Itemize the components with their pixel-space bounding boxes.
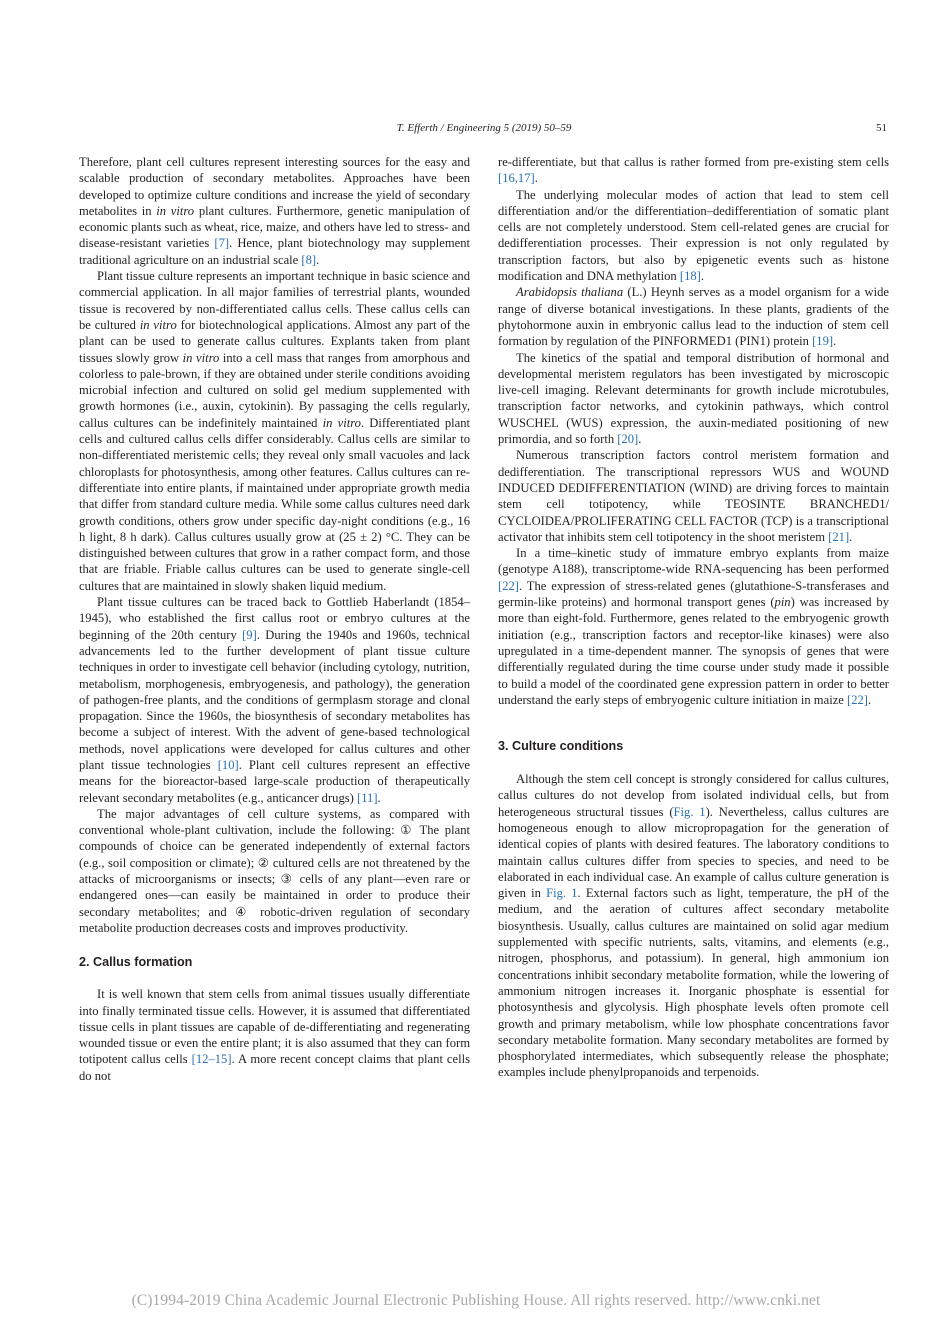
paragraph: Plant tissue cultures can be traced back to Gottlieb Haberlandt (1854–1945), who established the first callus root or embryo cultures at the beginning of the 20th century [9]. During the 1940s and 1960s, technical advancements led to the further development of plant tissue culture techniques in order to investigate cell behavior (including cytology, nutrition, metabolism, morphogenesis, embryogenesis, and pathology), the generation of pathogen-free plants, and the conditions of germplasm storage and clonal propagation. Since the 1960s, the biosynthesis of secondary metabolites has become a subject of interest. With the advent of gene-based technological methods, novel applications were developed for callus cultures and other plant tissue technologies [10]. Plant cell cultures represent an effective means for the bioreactor-based large-scale production of therapeutically relevant secondary metabolites (e.g., anticancer drugs) [11]. — [79, 595, 471, 805]
paragraph: Arabidopsis thaliana (L.) Heynh serves as a model organism for a wide range of diverse botanical investigations. In these plants, gradients of the phytohormone auxin in embryonic callus lead to the induction of stem cell formation by regulation of the PINFORMED1 (PIN1) protein [19]. — [498, 285, 889, 349]
paragraph: The underlying molecular modes of action that lead to stem cell differentiation and/or the differentiation–dedifferentiation of somatic plant cells are not completely understood. Stem cell-related genes are crucial for dedifferentiation processes. Their expression is not only regulated by transcription factors, but also by epigenetic events such as histone modification and DNA methylation [18]. — [498, 187, 889, 284]
section-heading: 3. Culture conditions — [498, 739, 624, 754]
citation-link[interactable]: [16,17] — [498, 171, 535, 186]
paragraph: It is well known that stem cells from animal tissues usually differentiate into finally terminated tissue cells. However, it is assumed that differentiated tissue cells in plant tissues are capable of de-differentiating and regenerating wounded tissue or even the entire plant; it is also assumed that they can form totipotent callus cells [12–15]. A more recent concept claims that plant cells do not — [79, 987, 470, 1083]
citation-link[interactable]: [22] — [498, 578, 519, 593]
paragraph: The kinetics of the spatial and temporal distribution of hormonal and developmental meristem regulators has been investigated by microscopic live-cell imaging. Relevant determinants for growth include microtubules, transcription factor networks, and cytokinin pathways, which control WUSCHEL (WUS) expression, the auxin-mediated positioning of new primordia, and so forth [20]. — [498, 350, 889, 447]
paragraph: re-differentiate, but that callus is rather formed from pre-existing stem cells [16,17]. — [498, 155, 889, 186]
page-number: 51 — [876, 122, 887, 134]
section-heading: 2. Callus formation — [79, 955, 193, 970]
citation-link[interactable]: [10] — [217, 757, 239, 772]
paragraph: Plant tissue culture represents an important technique in basic science and commercial application. In all major families of terrestrial plants, wounded tissue is recovered by non-differentiated callus cells. These callus cells can be cultured in vitro for biotechnological applications. Almost any part of the plant can be used to generate callus cultures. Explants taken from plant tissues slowly grow in vitro into a cell mass that ranges from amorphous and colorless to pale-brown, if they are obtained under sterile conditions avoiding microbial infection and cultured on solid gel medium supplemented with growth hormones (i.e., auxin, cytokinin). By passaging the cells regularly, callus cultures can be indefinitely maintained in vitro. Differentiated plant cells and cultured callus cells differ considerably. Callus cells are similar to non-differentiated meristemic cells; they reveal only small vacuoles and lack chloroplasts for photosynthesis, among other features. Callus cultures can re-differentiate into entire plants, if maintained under appropriate growth media that differ from standard culture media. While some callus cultures need dark growth conditions, others grow under specific day-night conditions (e.g., 16 h light, 8 h dark). Callus cultures usually grow at (25 ± 2) °C. They can be distinguished between cultures that grow in a rather compact form, and those that are friable. Friable callus cultures can be used to generate single-cell cultures that are maintained in slowly shaken liquid medium. — [79, 269, 471, 593]
citation-link[interactable]: [8] — [301, 252, 317, 267]
citation-link[interactable]: [11] — [357, 790, 378, 805]
citation-link[interactable]: [7] — [214, 236, 230, 251]
right-column — [498, 154, 889, 1081]
citation-link[interactable]: [21] — [828, 529, 850, 544]
running-header — [79, 122, 889, 138]
citation-link[interactable]: [12–15] — [191, 1052, 232, 1067]
citation-link[interactable]: [18] — [679, 269, 701, 284]
figure-link[interactable]: Fig. 1 — [546, 886, 578, 901]
left-column — [79, 154, 470, 1084]
paragraph: Therefore, plant cell cultures represent interesting sources for the easy and scalable production of secondary metabolites. Approaches have been developed to optimize culture conditions and increase the yield of secondary metabolites in in vitro plant cultures. Furthermore, genetic manipulation of economic plants such as wheat, rice, maize, and others have led to stress- and disease-resistant varieties [7]. Hence, plant biotechnology may supplement traditional agriculture on an industrial scale [8]. — [79, 155, 470, 267]
figure-link[interactable]: Fig. 1 — [673, 804, 706, 819]
citation-link[interactable]: [19] — [812, 334, 834, 349]
paragraph: The major advantages of cell culture systems, as compared with conventional whole-plant cultivation, include the following: ① The plant compounds of choice can be generated independently of external factors (e.g., soil composition or climate); ② cultured cells are not threatened by the attacks of microorganisms or insects; ③ cells of any plant—even rare or endangered ones—can easily be maintained in order to produce their secondary metabolites; and ④ robotic-driven regulation of secondary metabolite production decreases costs and improves productivity. — [79, 806, 470, 935]
paragraph: Although the stem cell concept is strongly considered for callus cultures, callus cultures do not develop from isolated individual cells, but from heterogeneous structural tissues (Fig. 1). Nevertheless, callus cultures are homogeneous enough to allow micropropagation for the generation of identical copies of plants with desired features. The laboratory conditions to maintain callus cultures differ from species to species, and need to be elaborated in each individual case. An example of callus culture generation is given in Fig. 1. External factors such as light, temperature, the pH of the medium, and the aeration of cultures affect secondary metabolite biosynthesis. Usually, callus cultures are maintained on solid agar medium supplemented with specific nutrients, salts, vitamins, and elements (e.g., nitrogen, phosphorus, and potassium). In general, high ammonium ion concentrations inhibit secondary metabolite formation, while the lowering of ammonium nitrogen increases it. Inorganic phosphate is essential for photosynthesis and glycolysis. High phosphate levels often promote cell growth and primary metabolism, while low phosphate concentrations favor secondary metabolite formation. Many secondary metabolites are formed by phosphorylated intermediates, which subsequently release the phosphate; examples include phenylpropanoids and terpenoids. — [498, 772, 889, 1080]
running-title: T. Efferth / Engineering 5 (2019) 50–59 — [396, 122, 572, 134]
citation-link[interactable]: [22] — [847, 692, 868, 707]
citation-link[interactable]: [20] — [617, 432, 639, 447]
paragraph: In a time–kinetic study of immature embryo explants from maize (genotype A188), transcriptome-wide RNA-sequencing has been performed [22]. The expression of stress-related genes (glutathione-S-transferases and germin-like proteins) and hormonal transport genes (pin) was increased by more than eight-fold. Furthermore, genes related to the embryogenic growth initiation (e.g., transcription factors and receptor-like kinases) were also upregulated in a time-dependent manner. The synopsis of genes that were differentially regulated during the time course under study made it possible to build a model of the coordinated gene expression pattern in order to better understand the early steps of embryogenic culture initiation in maize [22]. — [498, 546, 889, 707]
citation-link[interactable]: [9] — [242, 627, 257, 642]
paragraph: Numerous transcription factors control meristem formation and dedifferentiation. The transcriptional repressors WUS and WOUND INDUCED DEDIFFERENTIATION (WIND) are driving forces to maintain stem cell totipotency, while TEOSINTE BRANCHED1/ CYCLOIDEA/PROLIFERATING CELL FACTOR (TCP) is a transcriptional activator that inhibits stem cell totipotency in the shoot meristem [21]. — [498, 448, 889, 544]
copyright-watermark: (C)1994-2019 China Academic Journal Electronic Publishing House. All rights reserved. http://www.cnki.net — [131, 1292, 821, 1309]
